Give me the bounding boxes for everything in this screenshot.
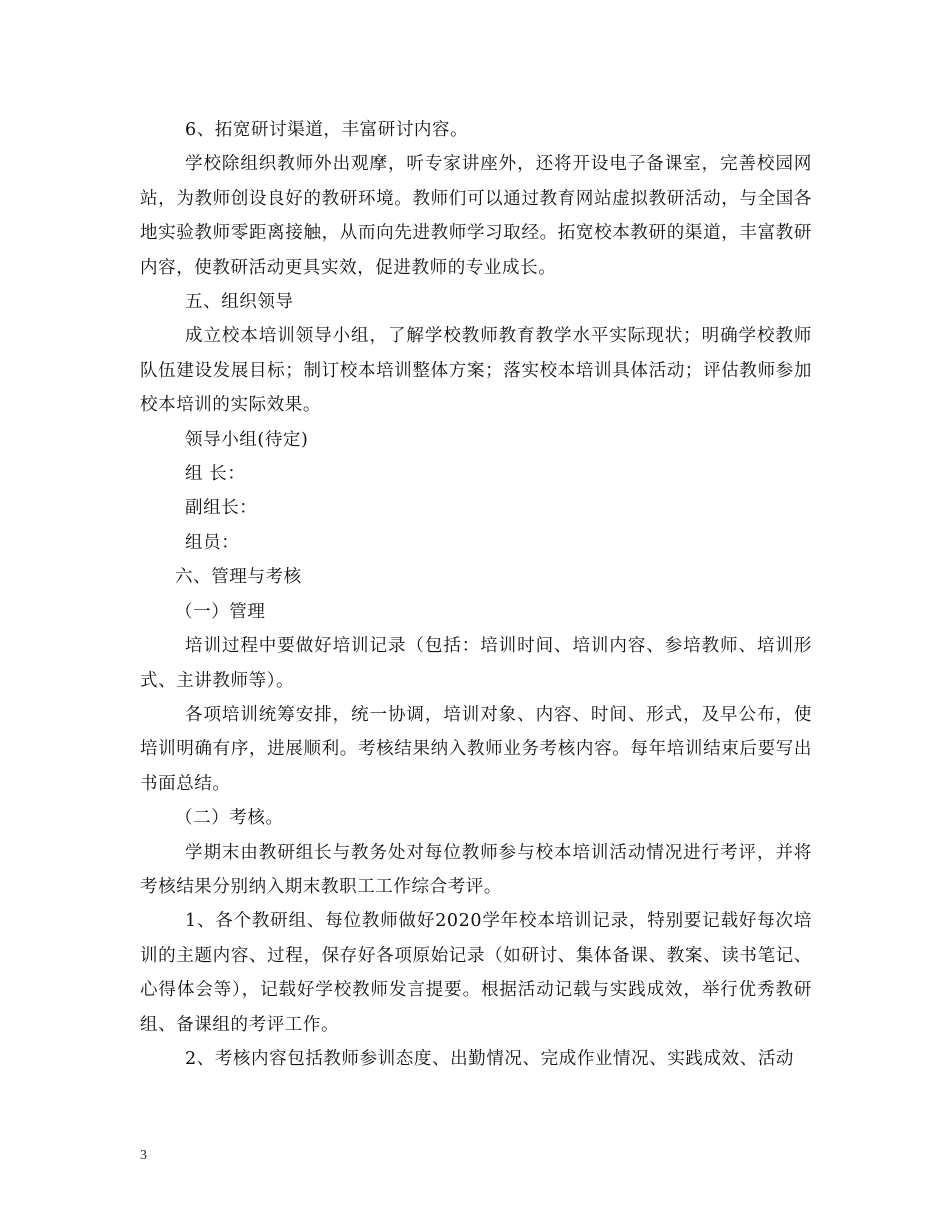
subheading-assessment: （二）考核。 xyxy=(175,808,284,829)
page-number: 3 xyxy=(140,1148,147,1163)
section-heading-organization: 五、组织领导 xyxy=(185,292,294,313)
section-heading-management: 六、管理与考核 xyxy=(175,567,302,588)
members-line: 组员： xyxy=(185,532,240,553)
paragraph-training-records: 培训过程中要做好培训记录（包括：培训时间、培训内容、参培教师、培训形式、主讲教师等）。 xyxy=(140,636,812,691)
paragraph-research-channels: 学校除组织教师外出观摩，听专家讲座外，还将开设电子备课室，完善校园网站，为教师创设良好的教研环境。教师们可以通过教育网站虚拟教研活动，与全国各地实验教师零距离接触，从而向先进教师学习取经。拓宽校本教研的渠道，丰富教研内容，使教研活动更具实效，促进教师的专业成长。 xyxy=(140,154,812,278)
paragraph-training-arrangement: 各项培训统筹安排，统一协调，培训对象、内容、时间、形式，及早公布，使培训明确有序，进展顺利。考核结果纳入教师业务考核内容。每年培训结束后要写出书面总结。 xyxy=(140,704,812,794)
paragraph-leadership-group: 成立校本培训领导小组，了解学校教师教育教学水平实际现状；明确学校教师队伍建设发展目标；制订校本培训整体方案；落实校本培训具体活动；评估教师参加校本培训的实际效果。 xyxy=(140,326,812,416)
paragraph-item-2: 2、考核内容包括教师参训态度、出勤情况、完成作业情况、实践成效、活动 xyxy=(185,1048,795,1069)
paragraph-term-assessment: 学期末由教研组长与教务处对每位教师参与校本培训活动情况进行考评，并将考核结果分别纳入期末教职工工作综合考评。 xyxy=(140,842,812,897)
paragraph-item-1: 1、各个教研组、每位教师做好2020学年校本培训记录，特别要记载好每次培训的主题内容、过程，保存好各项原始记录（如研讨、集体备课、教案、读书笔记、心得体会等），记载好学校教师发言提要。根据活动记载与实践成效，举行优秀教研组、备课组的考评工作。 xyxy=(140,911,812,1035)
leadership-group-label: 领导小组(待定) xyxy=(185,429,309,450)
document-body xyxy=(140,113,812,1076)
group-leader-line: 组 长： xyxy=(185,464,246,485)
deputy-leader-line: 副组长： xyxy=(185,498,258,519)
subheading-management: （一）管理 xyxy=(175,601,266,622)
paragraph-heading-6: 6、拓宽研讨渠道，丰富研讨内容。 xyxy=(185,120,469,140)
